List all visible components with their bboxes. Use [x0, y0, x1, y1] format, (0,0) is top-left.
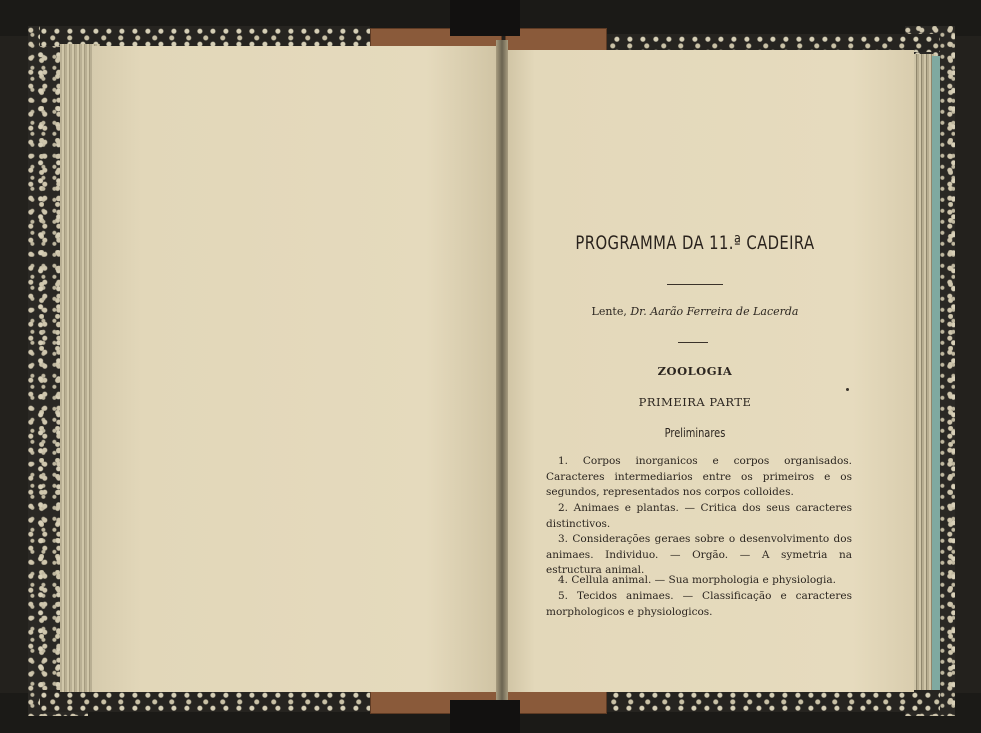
spine-top — [450, 0, 520, 36]
ink-speck — [846, 388, 849, 391]
section-heading: Preliminares — [664, 426, 726, 440]
paragraph: 4. Cellula animal. — Sua morphologia e physiologia. — [558, 574, 836, 586]
spine-leather-bottom-right — [505, 690, 607, 714]
spine-bottom — [450, 700, 520, 733]
spine-leather-top-right — [505, 28, 607, 52]
paragraph: 2. Animaes e plantas. — Critica dos seus caracteres distinctivos. — [546, 502, 852, 530]
page-title: PROGRAMMA DA 11.ª CADEIRA — [575, 232, 815, 254]
right-page-content — [502, 50, 914, 692]
subject-heading: ZOOLOGIA — [657, 364, 733, 378]
marbled-cover-top-left — [40, 26, 370, 46]
divider-rule — [678, 342, 708, 343]
paragraph: 5. Tecidos animaes. — Classificação e caracteres morphologicos e physiologicos. — [546, 590, 852, 618]
page-edge-teal — [932, 56, 940, 690]
lente-line — [502, 305, 888, 318]
divider-rule — [667, 284, 723, 285]
left-page — [92, 46, 500, 692]
paragraph: 1. Corpos inorganicos e corpos organisados. Caracteres intermediarios entre os primeiros e os segundos, representados nos corpos colloides. — [546, 455, 852, 498]
paragraph: 3. Considerações geraes sobre o desenvolvimento dos animaes. Individuo. — Orgão. — A symetria na estructura animal. — [546, 533, 852, 576]
lente-name: Dr. Aarão Ferreira de Lacerda — [630, 305, 799, 318]
lente-prefix: Lente, — [591, 305, 627, 318]
part-heading: PRIMEIRA PARTE — [638, 395, 752, 409]
